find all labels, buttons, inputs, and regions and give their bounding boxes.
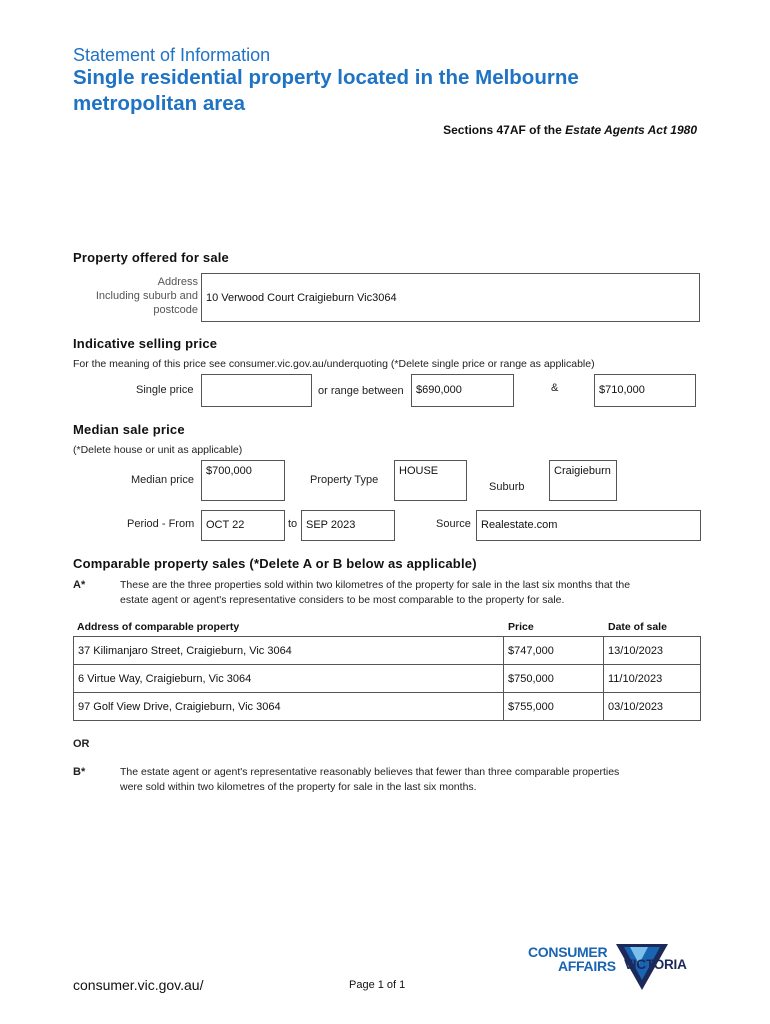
suburb-field[interactable]: Craigieburn [549,460,617,501]
sections-prefix: Sections 47AF of the [443,123,566,137]
option-a-marker: A* [73,579,86,591]
option-b-text-line-2: were sold within two kilometres of the property for sale in the last six months. [120,781,477,793]
sections-reference [443,123,697,137]
indicative-note: For the meaning of this price see consumer.vic.gov.au/underquoting (*Delete single price or range as applicable) [73,358,595,370]
address-label-1: Address [157,276,198,288]
logo-line-victoria: VICTORIA [624,957,687,972]
comparable-address-cell[interactable]: 6 Virtue Way, Craigieburn, Vic 3064 [74,665,504,693]
source-label: Source [436,518,471,530]
comparable-sales-table [73,636,701,721]
table-row [74,665,701,693]
suburb-label: Suburb [489,481,525,493]
property-heading: Property offered for sale [73,250,229,265]
comparable-price-cell[interactable]: $750,000 [504,665,604,693]
single-price-field[interactable] [201,374,312,407]
sections-act: Estate Agents Act 1980 [565,123,697,137]
logo-line-consumer: CONSUMER [528,944,608,960]
to-label: to [288,518,298,530]
document-title-line-2: metropolitan area [73,92,246,115]
column-header-date: Date of sale [608,621,667,633]
document-title-line-1: Single residential property located in the Melbourne [73,66,579,89]
comparable-date-cell[interactable]: 11/10/2023 [604,665,701,693]
comparable-address-cell[interactable]: 37 Kilimanjaro Street, Craigieburn, Vic 3064 [74,637,504,665]
address-label-3: postcode [153,304,198,316]
single-price-label: Single price [136,384,194,396]
source-field[interactable]: Realestate.com [476,510,701,541]
option-a-text-line-1: These are the three properties sold within two kilometres of the property for sale in the last six months that the [120,579,631,591]
table-row [74,693,701,721]
or-separator: OR [73,738,90,750]
range-ampersand: & [551,382,559,394]
comparable-heading: Comparable property sales (*Delete A or B below as applicable) [73,556,477,571]
median-heading: Median sale price [73,422,185,437]
median-price-field[interactable]: $700,000 [201,460,285,501]
table-row [74,637,701,665]
period-from-label: Period - From [127,518,195,530]
option-b-marker: B* [73,766,86,778]
comparable-address-cell[interactable]: 97 Golf View Drive, Craigieburn, Vic 3064 [74,693,504,721]
column-header-address: Address of comparable property [77,621,240,633]
property-type-label: Property Type [310,474,379,486]
indicative-heading: Indicative selling price [73,336,218,351]
option-a-text-line-2: estate agent or agent's representative considers to be most comparable to the property for sale. [120,594,565,606]
consumer-affairs-victoria-logo [528,942,708,994]
logo-line-affairs: AFFAIRS [558,958,616,974]
column-header-price: Price [508,621,534,633]
footer-page-number: Page 1 of 1 [349,979,406,991]
comparable-price-cell[interactable]: $747,000 [504,637,604,665]
document-subtitle: Statement of Information [73,45,271,65]
period-to-field[interactable]: SEP 2023 [301,510,395,541]
range-high-field[interactable]: $710,000 [594,374,696,407]
comparable-date-cell[interactable]: 13/10/2023 [604,637,701,665]
property-type-field[interactable]: HOUSE [394,460,467,501]
median-note: (*Delete house or unit as applicable) [73,444,243,456]
range-label: or range between [318,385,404,397]
median-price-label: Median price [131,474,194,486]
period-from-field[interactable]: OCT 22 [201,510,285,541]
comparable-price-cell[interactable]: $755,000 [504,693,604,721]
footer-website: consumer.vic.gov.au/ [73,977,204,993]
address-label-2: Including suburb and [95,290,198,302]
comparable-date-cell[interactable]: 03/10/2023 [604,693,701,721]
address-field[interactable]: 10 Verwood Court Craigieburn Vic3064 [201,273,700,322]
option-b-text-line-1: The estate agent or agent's representative reasonably believes that fewer than three comparable properties [120,766,620,778]
range-low-field[interactable]: $690,000 [411,374,514,407]
